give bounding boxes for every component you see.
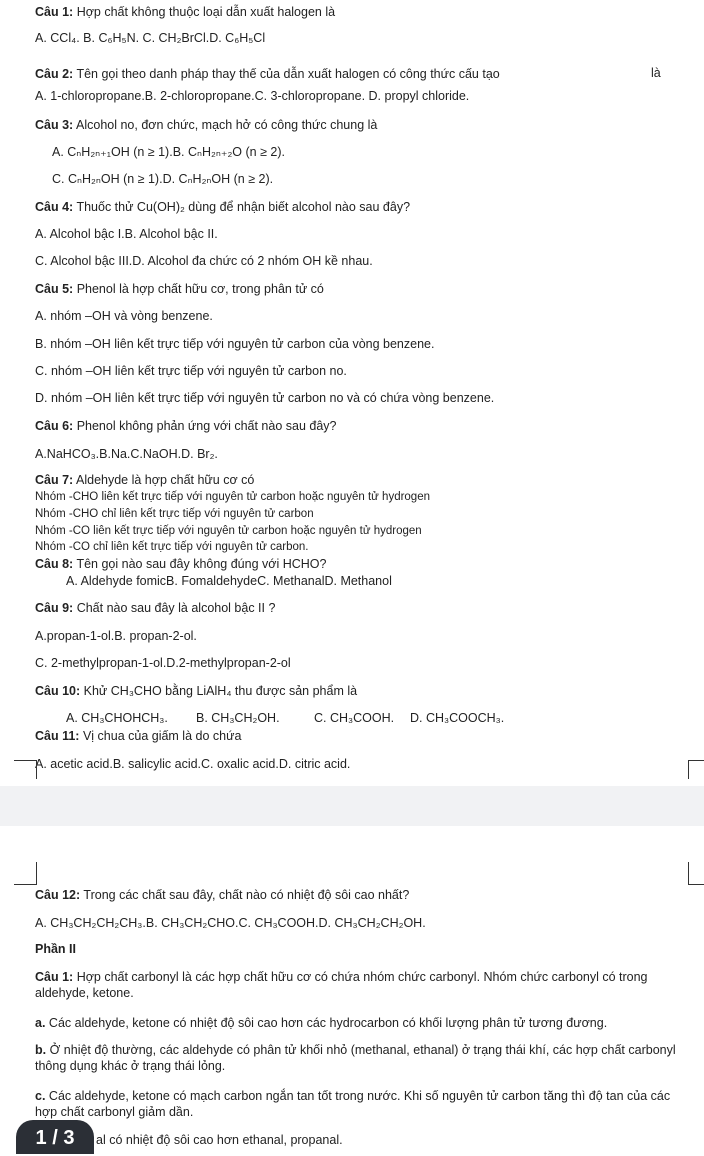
question-9: Câu 9: Chất nào sau đây là alcohol bậc II ? bbox=[35, 601, 276, 615]
question-3-options-cd: C. CₙH₂ₙOH (n ≥ 1).D. CₙH₂ₙOH (n ≥ 2). bbox=[52, 172, 274, 186]
question-10-option-c: C. CH₃COOH. bbox=[314, 711, 395, 725]
question-4-options-ab: A. Alcohol bậc I.B. Alcohol bậc II. bbox=[35, 227, 218, 241]
question-1: Câu 1: Hợp chất không thuộc loại dẫn xuất halogen là bbox=[35, 5, 336, 19]
question-6-options: A.NaHCO₃.B.Na.C.NaOH.D. Br₂. bbox=[35, 447, 218, 461]
page-corner-mark bbox=[14, 862, 37, 885]
question-10: Câu 10: Khử CH₃CHO bằng LiAlH₄ thu được sản phẩm là bbox=[35, 684, 358, 698]
question-5: Câu 5: Phenol là hợp chất hữu cơ, trong phân tử có bbox=[35, 282, 324, 296]
question-1-options: A. CCl₄. B. C₆H₅N. C. CH₂BrCl.D. C₆H₅Cl bbox=[35, 31, 266, 45]
question-2: Câu 2: Tên gọi theo danh pháp thay thế của dẫn xuất halogen có công thức cấu tạo bbox=[35, 67, 500, 81]
question-3: Câu 3: Alcohol no, đơn chức, mạch hở có công thức chung là bbox=[35, 118, 378, 132]
document-page-2 bbox=[0, 826, 704, 1152]
question-5-option-d: D. nhóm –OH liên kết trực tiếp với nguyên tử carbon no và có chứa vòng benzene. bbox=[35, 391, 495, 405]
part-2-statement-b: b. Ở nhiệt độ thường, các aldehyde có phân tử khối nhỏ (methanal, ethanal) ở trạng thái khí, các hợp chất carbonyl thông dụng khác ở trạng thái lỏng. bbox=[35, 1043, 676, 1073]
question-7: Câu 7: Aldehyde là hợp chất hữu cơ có bbox=[35, 473, 255, 487]
question-5-option-b: B. nhóm –OH liên kết trực tiếp với nguyên tử carbon của vòng benzene. bbox=[35, 337, 435, 351]
question-2-trailing: là bbox=[651, 66, 661, 80]
question-7-option-a: Nhóm -CHO liên kết trực tiếp với nguyên tử carbon hoặc nguyên tử hydrogen bbox=[35, 491, 430, 503]
question-4: Câu 4: Thuốc thử Cu(OH)₂ dùng để nhận biết alcohol nào sau đây? bbox=[35, 200, 411, 214]
question-10-option-a: A. CH₃CHOHCH₃. bbox=[66, 711, 168, 725]
question-3-options-ab: A. CₙH₂ₙ₊₁OH (n ≥ 1).B. CₙH₂ₙ₊₂O (n ≥ 2). bbox=[52, 145, 286, 159]
question-9-options-cd: C. 2-methylpropan-1-ol.D.2-methylpropan-2-ol bbox=[35, 656, 291, 670]
page-corner-mark bbox=[688, 862, 704, 885]
question-10-option-b: B. CH₃CH₂OH. bbox=[196, 711, 280, 725]
question-12: Câu 12: Trong các chất sau đây, chất nào có nhiệt độ sôi cao nhất? bbox=[35, 888, 410, 902]
part-2-question-1: Câu 1: Hợp chất carbonyl là các hợp chất hữu cơ có chứa nhóm chức carbonyl. Nhóm chức carbonyl có trong aldehyde, ketone. bbox=[35, 970, 648, 1000]
question-5-option-c: C. nhóm –OH liên kết trực tiếp với nguyên tử carbon no. bbox=[35, 364, 347, 378]
question-7-option-c: Nhóm -CO liên kết trực tiếp với nguyên tử carbon hoặc nguyên tử hydrogen bbox=[35, 525, 422, 537]
question-11: Câu 11: Vị chua của giấm là do chứa bbox=[35, 729, 242, 743]
question-4-options-cd: C. Alcohol bậc III.D. Alcohol đa chức có 2 nhóm OH kề nhau. bbox=[35, 254, 373, 268]
page-corner-mark bbox=[14, 760, 37, 779]
part-2-statement-d-partial: al có nhiệt độ sôi cao hơn ethanal, propanal. bbox=[96, 1133, 343, 1147]
page-indicator: 1 / 3 bbox=[16, 1120, 94, 1154]
question-7-option-b: Nhóm -CHO chỉ liên kết trực tiếp với nguyên tử carbon bbox=[35, 508, 314, 520]
part-2-statement-a: a. Các aldehyde, ketone có nhiệt độ sôi cao hơn các hydrocarbon có khối lượng phân tử tương đương. bbox=[35, 1016, 608, 1030]
question-5-option-a: A. nhóm –OH và vòng benzene. bbox=[35, 309, 213, 323]
part-2-title: Phần II bbox=[35, 942, 76, 956]
question-8-options: A. Aldehyde fomicB. FomaldehydeC. MethanalD. Methanol bbox=[66, 574, 392, 588]
question-8: Câu 8: Tên gọi nào sau đây không đúng với HCHO? bbox=[35, 557, 327, 571]
page-separator bbox=[0, 786, 704, 826]
question-9-options-ab: A.propan-1-ol.B. propan-2-ol. bbox=[35, 629, 197, 643]
page-corner-mark bbox=[688, 760, 704, 779]
question-7-option-d: Nhóm -CO chỉ liên kết trực tiếp với nguyên tử carbon. bbox=[35, 541, 309, 553]
question-12-options: A. CH₃CH₂CH₂CH₃.B. CH₃CH₂CHO.C. CH₃COOH.D. CH₃CH₂CH₂OH. bbox=[35, 916, 426, 930]
question-6: Câu 6: Phenol không phản ứng với chất nào sau đây? bbox=[35, 419, 337, 433]
question-11-options: A. acetic acid.B. salicylic acid.C. oxalic acid.D. citric acid. bbox=[35, 757, 351, 771]
question-10-option-d: D. CH₃COOCH₃. bbox=[410, 711, 505, 725]
question-2-options: A. 1-chloropropane.B. 2-chloropropane.C. 3-chloropropane. D. propyl chloride. bbox=[35, 89, 470, 103]
part-2-statement-c: c. Các aldehyde, ketone có mạch carbon ngắn tan tốt trong nước. Khi số nguyên tử carbon tăng thì độ tan của các hợp chất carbonyl giảm dần. bbox=[35, 1089, 671, 1119]
